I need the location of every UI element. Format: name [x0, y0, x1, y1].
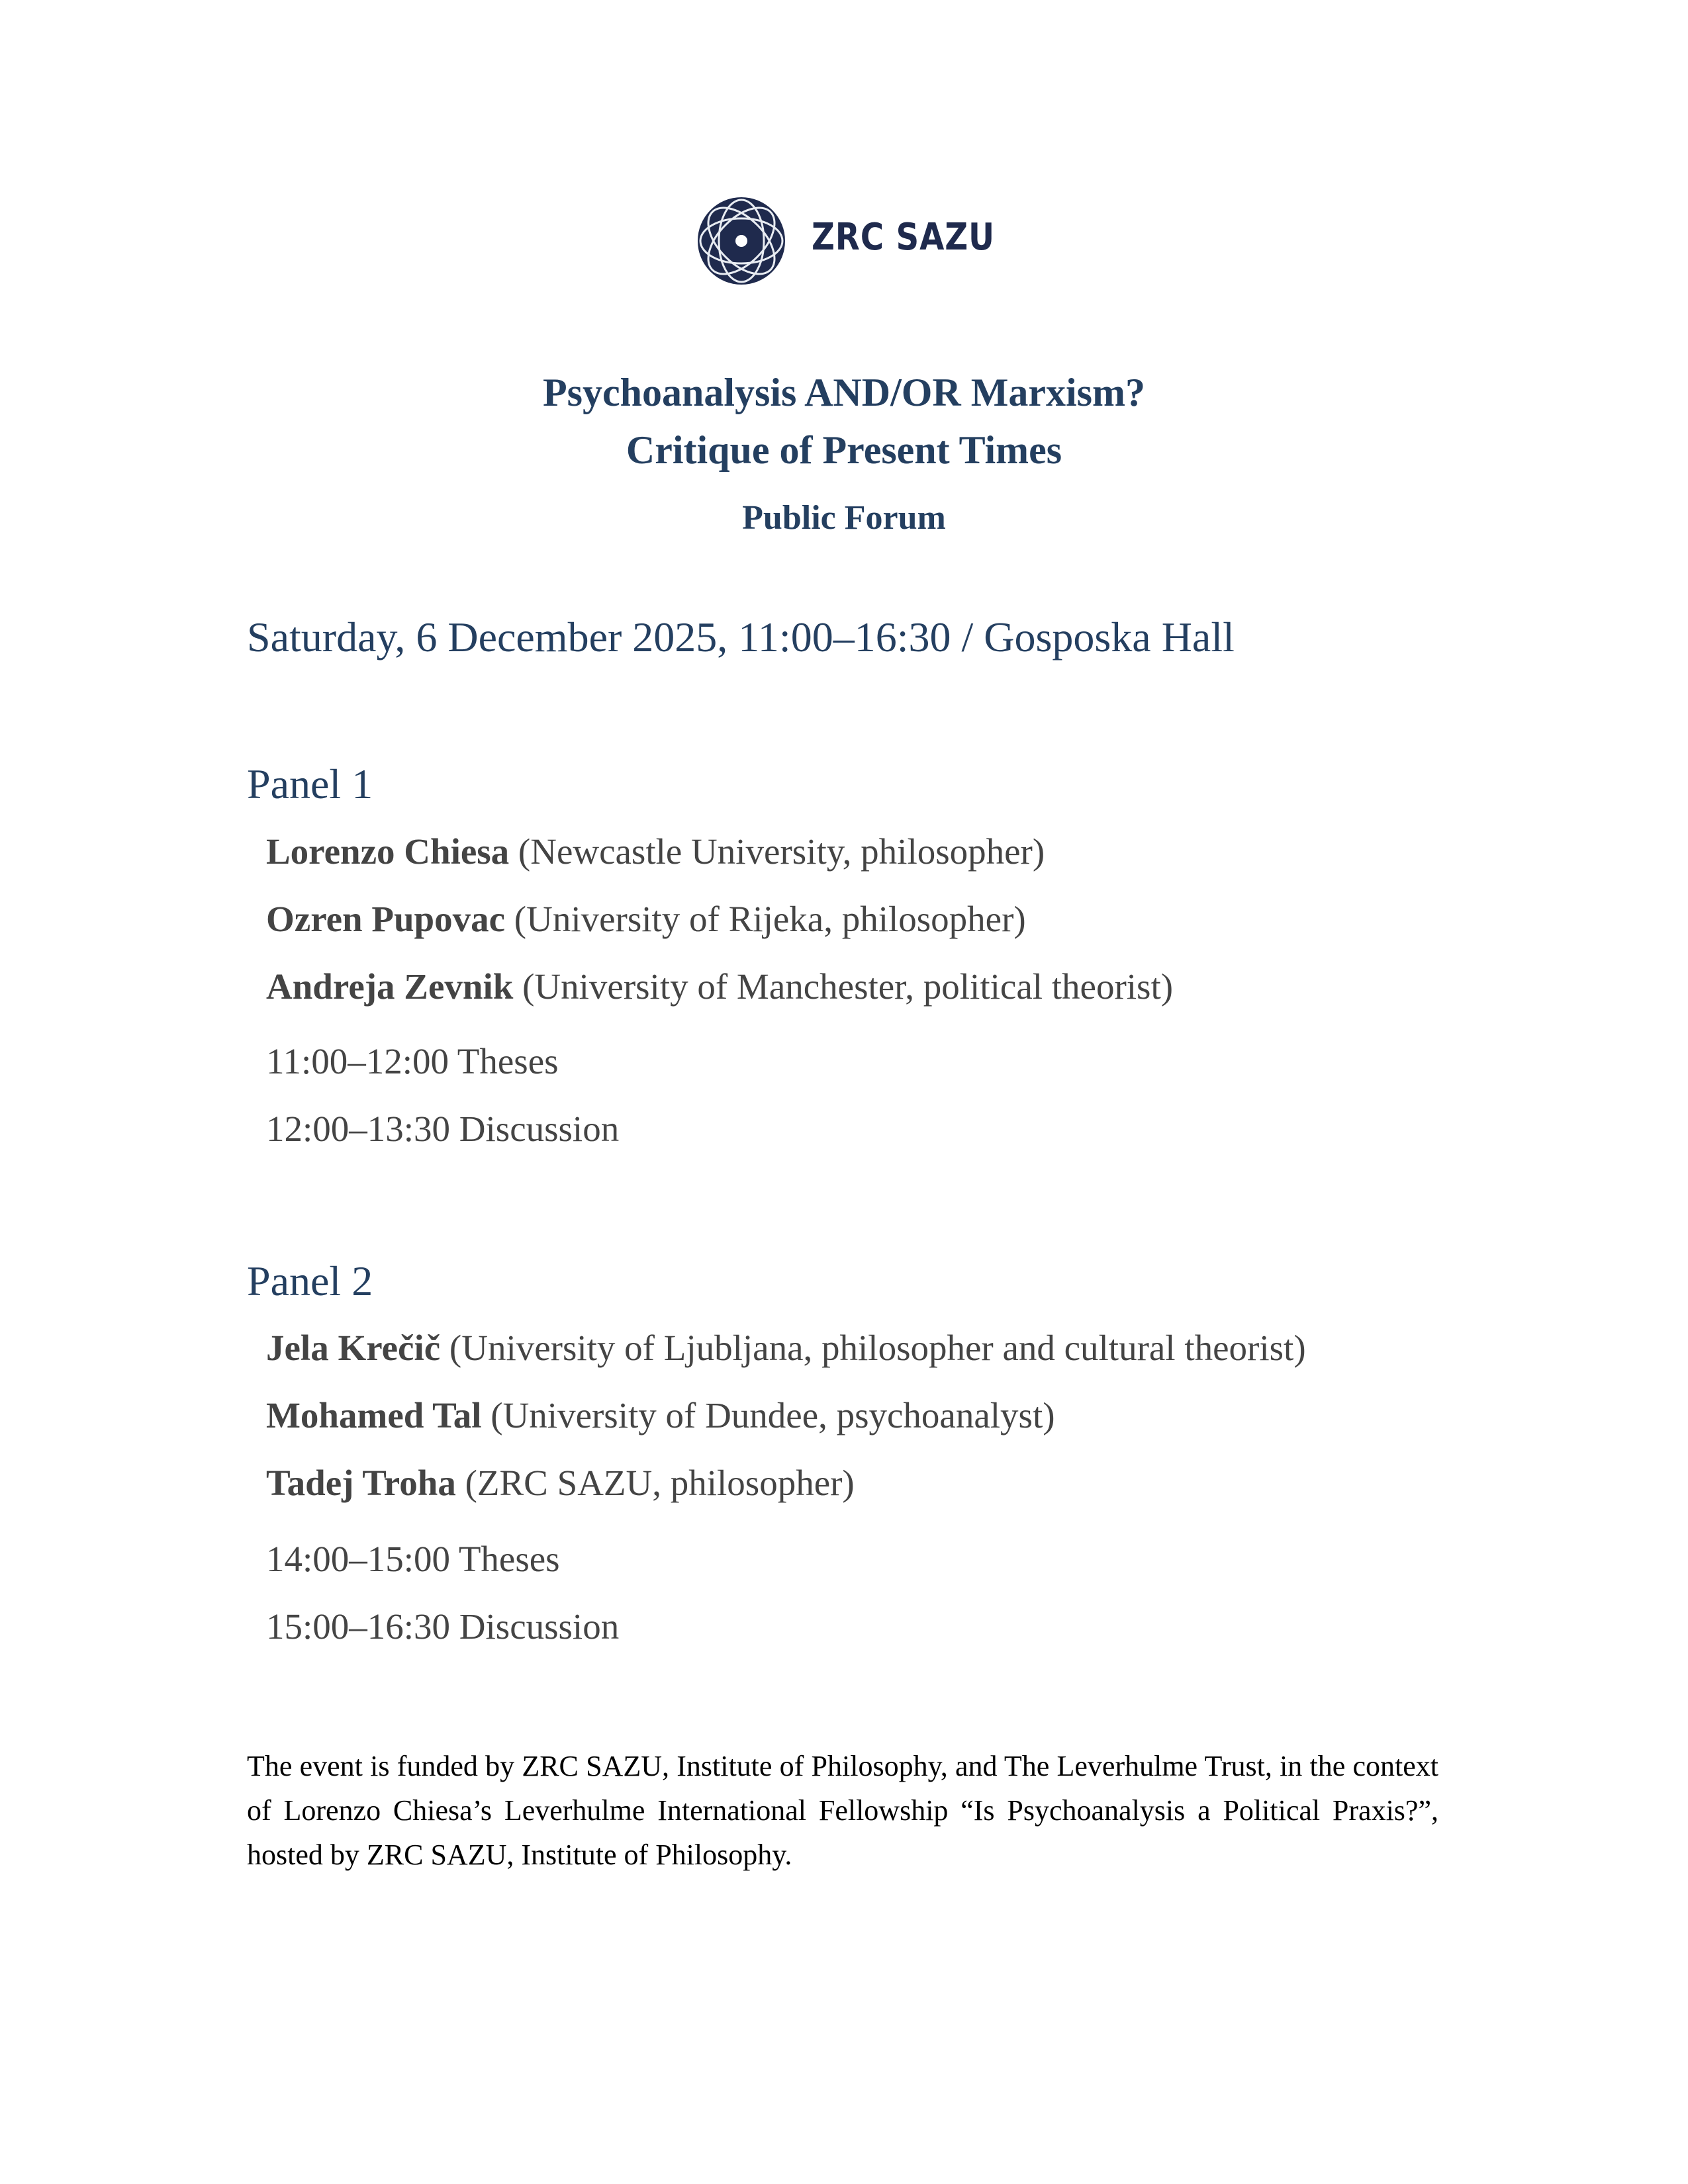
zrc-sazu-logo-icon — [696, 196, 786, 286]
schedule-item: 15:00–16:30 Discussion — [266, 1606, 620, 1647]
speaker-row — [266, 1465, 855, 1501]
speaker-affiliation: (University of Rijeka, philosopher) — [514, 899, 1026, 939]
speaker-affiliation: (Newcastle University, philosopher) — [518, 831, 1045, 872]
speaker-name: Tadej Troha — [266, 1463, 456, 1503]
subtitle: Public Forum — [742, 499, 946, 537]
event-date-line: Saturday, 6 December 2025, 11:00–16:30 / Gosposka Hall — [247, 614, 1235, 660]
speaker-row — [266, 968, 1173, 1005]
speaker-row — [266, 1397, 1055, 1433]
speaker-name: Ozren Pupovac — [266, 899, 506, 939]
speaker-affiliation: (University of Manchester, political theorist) — [522, 966, 1174, 1007]
speaker-affiliation: (ZRC SAZU, philosopher) — [465, 1463, 855, 1503]
speaker-name: Andreja Zevnik — [266, 966, 514, 1007]
speaker-name: Lorenzo Chiesa — [266, 831, 510, 872]
schedule-item: 14:00–15:00 Theses — [266, 1539, 560, 1579]
panel-2-heading: Panel 2 — [247, 1257, 373, 1304]
speaker-name: Jela Krečič — [266, 1328, 441, 1368]
speaker-row — [266, 833, 1045, 870]
schedule-item: 12:00–13:30 Discussion — [266, 1109, 620, 1149]
speaker-row — [266, 1330, 1306, 1366]
logo-text: ZRC SAZU — [812, 216, 995, 259]
panel-1-heading: Panel 1 — [247, 760, 373, 807]
speaker-affiliation: (University of Ljubljana, philosopher and cultural theorist) — [449, 1328, 1306, 1368]
funding-note: The event is funded by ZRC SAZU, Institute of Philosophy, and The Leverhulme Trust, in the context of Lorenzo Chiesa’s Leverhulme International Fellowship “Is Psychoanalysis a Political Praxis?”, hosted by ZRC SAZU, Institute of Philosophy. — [247, 1750, 1438, 1871]
title-line-1: Psychoanalysis AND/OR Marxism? — [542, 371, 1146, 414]
speaker-name: Mohamed Tal — [266, 1395, 482, 1435]
schedule-item: 11:00–12:00 Theses — [266, 1041, 559, 1081]
speaker-affiliation: (University of Dundee, psychoanalyst) — [491, 1395, 1055, 1435]
speaker-row — [266, 901, 1026, 937]
title-line-2: Critique of Present Times — [626, 428, 1062, 472]
